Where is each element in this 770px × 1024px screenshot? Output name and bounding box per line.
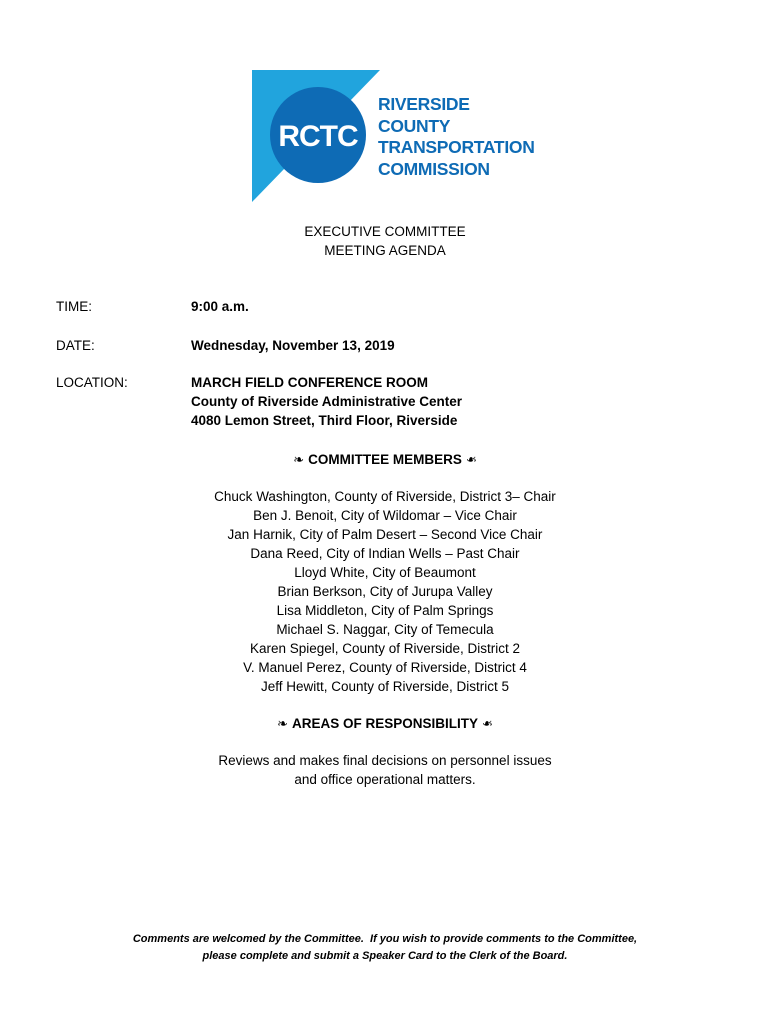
committee-members-list [0,487,770,696]
list-item: Chuck Washington, County of Riverside, District 3– Chair [214,489,556,504]
logo-word: TRANSPORTATION [378,137,535,157]
logo-word: RIVERSIDE [378,94,470,114]
date-label: DATE: [56,338,95,353]
list-item: Lisa Middleton, City of Palm Springs [276,603,494,618]
responsibility-heading-text: AREAS OF RESPONSIBILITY [291,716,479,731]
list-item: Jan Harnik, City of Palm Desert – Second Vice Chair [227,527,543,542]
responsibility-line: and office operational matters. [294,772,476,787]
areas-of-responsibility-heading [0,714,770,733]
list-item: V. Manuel Perez, County of Riverside, District 4 [243,660,527,675]
location-label: LOCATION: [56,375,128,390]
location-line: 4080 Lemon Street, Third Floor, Riverside [191,413,458,428]
fleuron-icon: ❧ [482,716,493,731]
list-item: Jeff Hewitt, County of Riverside, District 5 [260,679,510,694]
fleuron-icon: ❧ [277,716,288,731]
footer-line: please complete and submit a Speaker Card to the Clerk of the Board. [202,949,568,962]
date-value: Wednesday, November 13, 2019 [191,338,395,353]
rctc-logo [250,68,540,204]
committee-members-heading [0,450,770,469]
agenda-title-line2: MEETING AGENDA [324,243,446,258]
list-item: Ben J. Benoit, City of Wildomar – Vice Chair [253,508,517,523]
responsibility-line: Reviews and makes final decisions on personnel issues [218,753,552,768]
logo-mark-text: RCTC [278,120,358,153]
logo-wordmark [378,94,535,180]
agenda-title [0,222,770,260]
fleuron-icon: ❧ [293,452,305,467]
time-label: TIME: [56,299,92,314]
list-item: Michael S. Naggar, City of Temecula [276,622,494,637]
location-line: MARCH FIELD CONFERENCE ROOM [191,375,428,390]
logo-word: COUNTY [378,115,451,136]
rctc-logo-mark [250,68,390,204]
fleuron-icon: ❧ [465,452,477,467]
list-item: Dana Reed, City of Indian Wells – Past Chair [250,546,520,561]
list-item: Lloyd White, City of Beaumont [294,565,476,580]
list-item: Karen Spiegel, County of Riverside, District 2 [249,641,521,656]
committee-heading-text: COMMITTEE MEMBERS [308,452,462,467]
speaker-card-note [0,931,770,964]
location-line: County of Riverside Administrative Center [191,394,463,409]
location-value [191,373,462,430]
responsibility-text [0,751,770,789]
agenda-title-line1: EXECUTIVE COMMITTEE [304,224,466,239]
logo-word: COMMISSION [378,158,490,179]
list-item: Brian Berkson, City of Jurupa Valley [277,584,493,599]
time-value: 9:00 a.m. [191,299,249,314]
footer-line: Comments are welcomed by the Committee. If you wish to provide comments to the Committee, [132,933,638,945]
